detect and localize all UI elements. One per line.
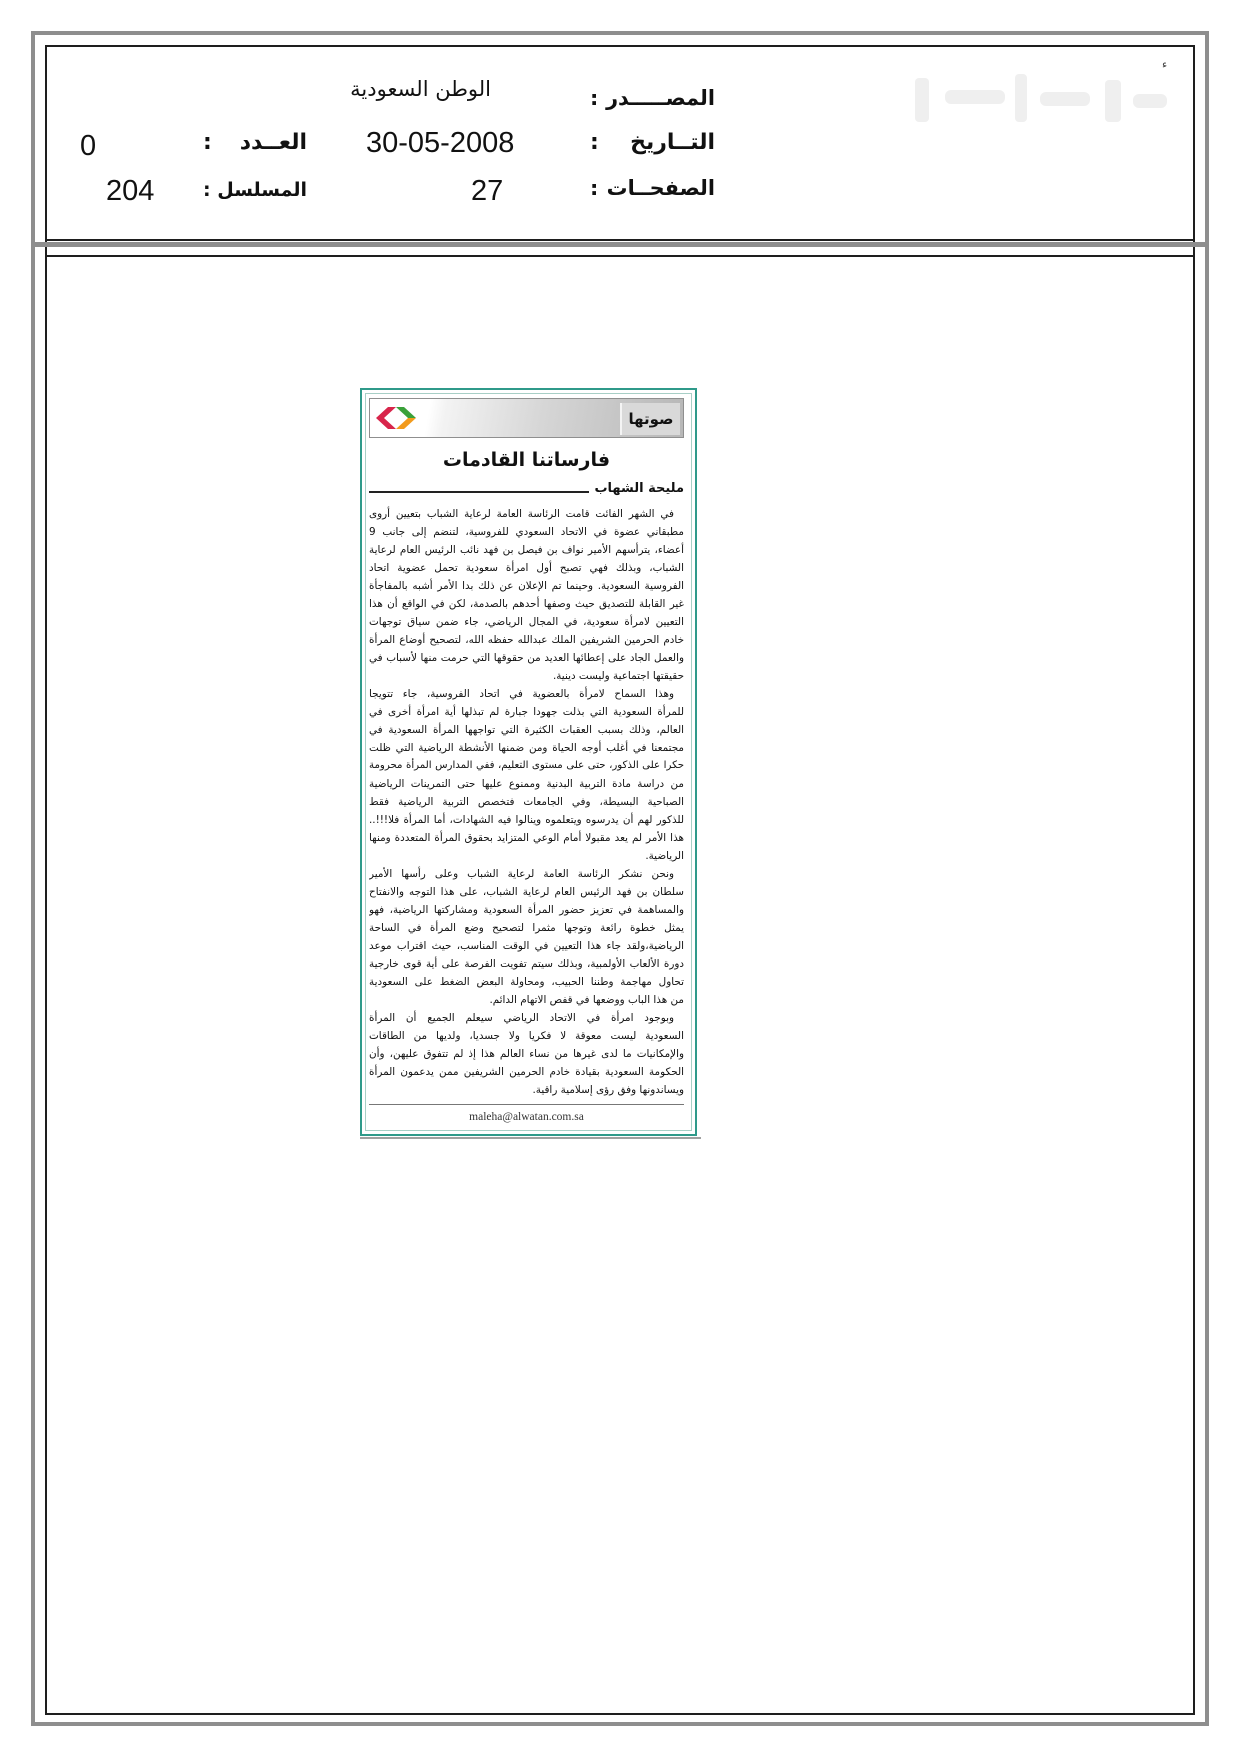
body-line: يمثل خطوة رائعة وتوجها مثمرا لتصحيح وضع المرأة في الساحة [369, 922, 684, 934]
body-line: في الشهر الفائت قامت الرئاسة العامة لرعاية الشباب بتعيين أروى [369, 508, 674, 520]
body-line: خادم الحرمين الشريفين الملك عبدالله حفظه الله، لتصحيح أوضاع المرأة [369, 634, 684, 646]
article-title: فارساتنا القادمات [442, 449, 611, 471]
body-line: أعضاء، يترأسهم الأمير نواف بن فيصل بن فهد نائب الرئيس العام لرعاية [369, 544, 684, 556]
date-label: التــاريخ : [590, 130, 715, 155]
watermark-logo-icon [905, 70, 1175, 128]
corner-mark: ء [1162, 58, 1168, 71]
pages-value: 27 [471, 175, 504, 207]
source-label: المصـــــدر : [590, 86, 715, 110]
body-line: ونحن نشكر الرئاسة العامة لرعاية الشباب وعلى رأسها الأمير [369, 868, 674, 880]
author-email: maleha@alwatan.com.sa [469, 1111, 584, 1123]
body-line: السعودية ليست معوقة لا فكريا ولا جسديا، ولديها من الطاقات [369, 1030, 684, 1042]
body-line: مطبقاني عضوة في الاتحاد السعودي للفروسية، لتنضم إلى جانب 9 [369, 526, 684, 538]
body-line: الحكومة السعودية بقيادة خادم الحرمين الشريفين ممن يدعمون المرأة [369, 1066, 684, 1078]
header-divider-top [45, 239, 1195, 241]
article-body [369, 505, 684, 1099]
body-paragraph [369, 685, 684, 865]
author-rule [369, 491, 589, 493]
body-line: هذا الأمر لم يعد مقبولا أمام الوعي المتزايد بحقوق المرأة المتعددة ومنها [369, 832, 684, 844]
body-line: حكرا على الذكور، حتى على مستوى التعليم، ففي المدارس المرأة محرومة [369, 760, 684, 771]
body-line: الشباب، وبذلك فهي تصبح أول امرأة سعودية تحمل عضوية اتحاد [369, 562, 684, 574]
issue-label: العــدد : [203, 130, 307, 155]
body-line: للذكور لهم أن يدرسوه ويتعلموه وينالوا فيه الشهادات، أما المرأة فلا!!!.. [369, 814, 684, 826]
body-line: الرياضية. [645, 850, 684, 862]
body-paragraph [369, 1009, 684, 1099]
body-line: تحاول مهاجمة وطننا الحبيب، ومحاولة البعض الضغط على السعودية [369, 976, 684, 988]
body-line: الرياضية،ولقد جاء هذا التعيين في الوقت المناسب، حيث اقتراب موعد [369, 940, 684, 952]
body-line: حقيقتها اجتماعية وليست دينية. [552, 670, 684, 682]
body-line: من هذا الباب ووضعها في قفص الاتهام الدائم. [489, 994, 684, 1006]
body-line: ويساندونها وفق رؤى إسلامية راقية. [532, 1084, 684, 1096]
body-line: وهذا السماح لامرأة بالعضوية في اتحاد الفروسية، جاء تتويجا [369, 688, 674, 700]
body-line: والعمل الجاد على إعطائها العديد من حقوقها التي حرمت منها لأسباب في [369, 652, 684, 664]
serial-value: 204 [106, 175, 155, 207]
column-name: صوتها [620, 403, 680, 435]
footer-rule [369, 1104, 684, 1105]
body-line: والمساهمة في تعزيز حضور المرأة السعودية ومشاركتها الرياضية، فهو [369, 904, 684, 916]
body-line: التعيين لامرأة سعودية، في المجال الرياضي، جاء ضمن سياق توجهات [369, 616, 684, 628]
body-line: الفروسية السعودية. وحينما تم الإعلان عن ذلك بدا الأمر أشبه بالمفاجأة [369, 580, 684, 592]
issue-value: 0 [80, 130, 97, 162]
arrows-logo-icon [373, 404, 421, 432]
body-line: العالم، وذلك بسبب العقبات الكثيرة التي تواجهها المرأة السعودية في [369, 724, 684, 736]
header-divider-bottom [45, 255, 1195, 257]
pages-label: الصفحــات : [590, 176, 715, 200]
body-line: للمرأة السعودية التي بذلت جهودا جبارة لم تبذلها أية امرأة أخرى في [369, 706, 684, 718]
body-line: مجتمعنا في أغلب أوجه الحياة ومن ضمنها الأنشطة الرياضية التي ظلت [369, 742, 684, 754]
body-line: والإمكانيات ما لدى غيرها من نساء العالم هذا إذ لم تتفوق عليهن، وأن [369, 1048, 684, 1060]
body-line: من دراسة مادة التربية البدنية وممنوع عليها حتى التمرينات الرياضية [369, 778, 684, 790]
body-line: الصباحية البسيطة، وفي الجامعات فتخصص التربية الرياضية فقط [369, 796, 684, 808]
source-value: الوطن السعودية [350, 77, 491, 101]
body-line: سلطان بن فهد الرئيس العام لرعاية الشباب، على هذا التوجه والانفتاح [369, 886, 684, 898]
body-paragraph [369, 505, 684, 685]
article-author: مليحة الشهاب [594, 481, 684, 496]
body-paragraph [369, 865, 684, 1009]
body-line: غير القابلة للتصديق حيث وصفها أحدهم بالصدمة، لكن في الواقع أن هذا [369, 598, 684, 610]
serial-label: المسلسل : [203, 179, 307, 201]
header-divider-gray [31, 242, 1209, 247]
body-line: وبوجود امرأة في الاتحاد الرياضي سيعلم الجميع أن المرأة [369, 1012, 674, 1024]
date-value: 30-05-2008 [366, 127, 515, 159]
clipping-bottom-rule [360, 1137, 701, 1139]
body-line: دورة الألعاب الأولمبية، وبذلك سيتم تفويت الفرصة على أية قوى خارجية [369, 958, 684, 970]
